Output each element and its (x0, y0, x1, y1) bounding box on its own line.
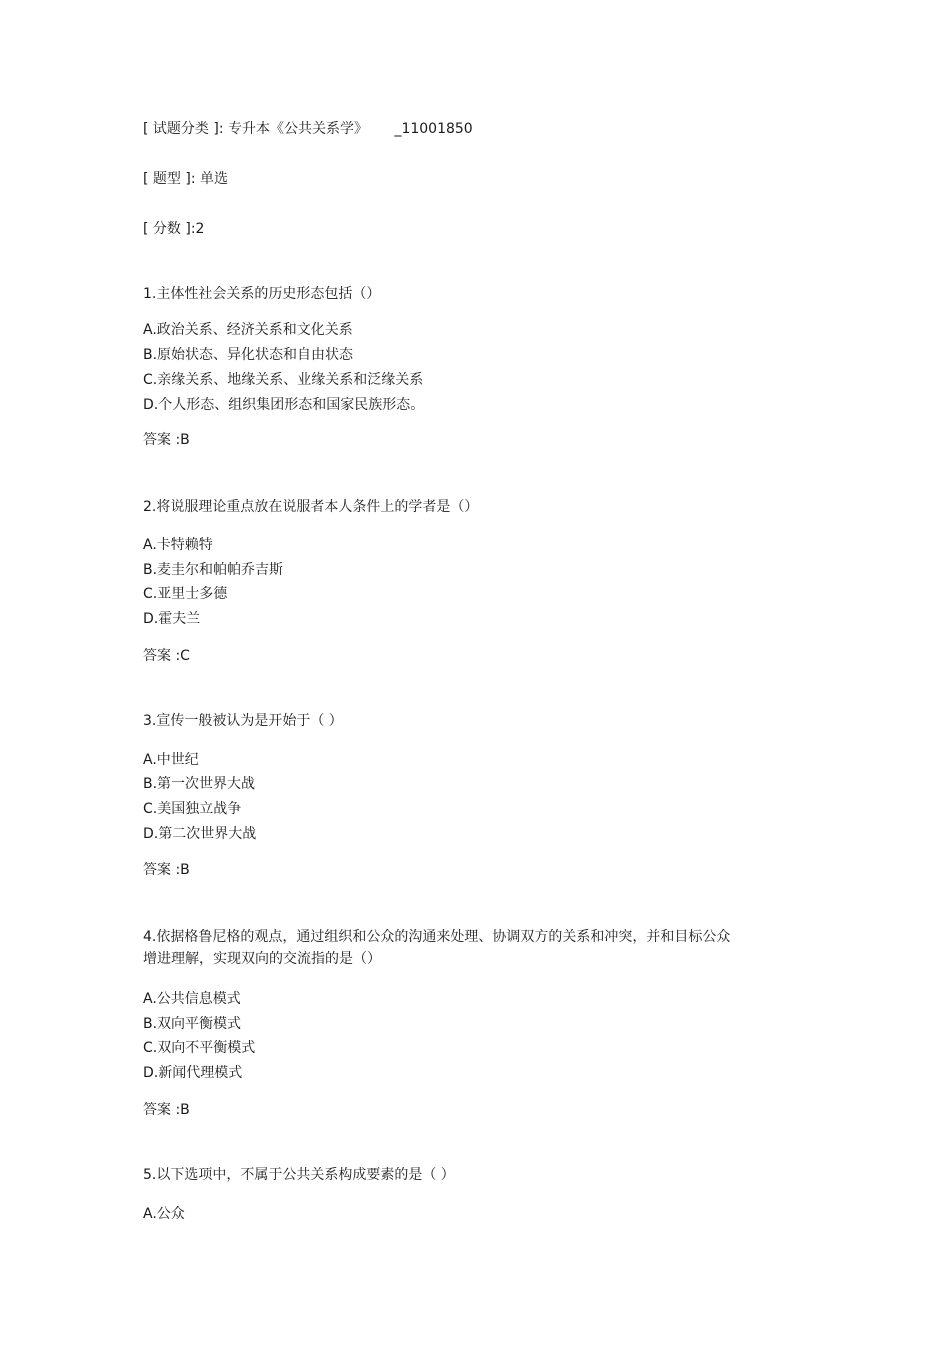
question-5-option-a: A.公众 (143, 1206, 185, 1222)
question-1-option-a: A.政治关系、经济关系和文化关系 (143, 322, 353, 338)
question-4-option-b: B.双向平衡模式 (143, 1016, 242, 1032)
score-line: [ 分数 ]:2 (143, 221, 205, 237)
question-4-stem-line-2: 增进理解，实现双向的交流指的是（） (143, 951, 381, 967)
course-code: _11001850 (394, 121, 473, 137)
question-2-stem: 2.将说服理论重点放在说服者本人条件上的学者是（） (143, 499, 479, 515)
question-3-stem: 3.宣传一般被认为是开始于（ ） (143, 713, 343, 729)
question-3-option-d: D.第二次世界大战 (143, 826, 257, 842)
type-value: 单选 (200, 171, 228, 187)
question-3-option-c: C.美国独立战争 (143, 801, 242, 817)
question-4-stem-line-1: 4.依据格鲁尼格的观点，通过组织和公众的沟通来处理、协调双方的关系和冲突，并和目标公众 (143, 929, 731, 945)
question-1-option-d: D.个人形态、组织集团形态和国家民族形态。 (143, 397, 425, 413)
type-label: [ 题型 ]: (143, 171, 196, 187)
question-2-option-a: A.卡特赖特 (143, 537, 213, 553)
question-1-option-b: B.原始状态、异化状态和自由状态 (143, 347, 354, 363)
question-2-answer: 答案 :C (143, 648, 190, 664)
question-4-option-d: D.新闻代理模式 (143, 1065, 243, 1081)
question-1-answer: 答案 :B (143, 432, 190, 448)
question-3-option-a: A.中世纪 (143, 752, 199, 768)
question-4-option-a: A.公共信息模式 (143, 991, 241, 1007)
question-3-option-b: B.第一次世界大战 (143, 776, 256, 792)
category-line (143, 120, 473, 138)
course-name: 专升本《公共关系学》 (228, 121, 368, 137)
question-4-answer: 答案 :B (143, 1102, 190, 1118)
question-1-stem: 1.主体性社会关系的历史形态包括（） (143, 286, 381, 302)
question-5-stem: 5.以下选项中，不属于公共关系构成要素的是（ ） (143, 1167, 455, 1183)
question-1-option-c: C.亲缘关系、地缘关系、业缘关系和泛缘关系 (143, 372, 424, 388)
question-4-option-c: C.双向不平衡模式 (143, 1040, 256, 1056)
question-2-option-c: C.亚里士多德 (143, 586, 228, 602)
type-line (143, 170, 228, 188)
question-2-option-d: D.霍夫兰 (143, 611, 201, 627)
question-3-answer: 答案 :B (143, 862, 190, 878)
question-2-option-b: B.麦圭尔和帕帕乔吉斯 (143, 562, 284, 578)
category-label: [ 试题分类 ]: (143, 121, 224, 137)
